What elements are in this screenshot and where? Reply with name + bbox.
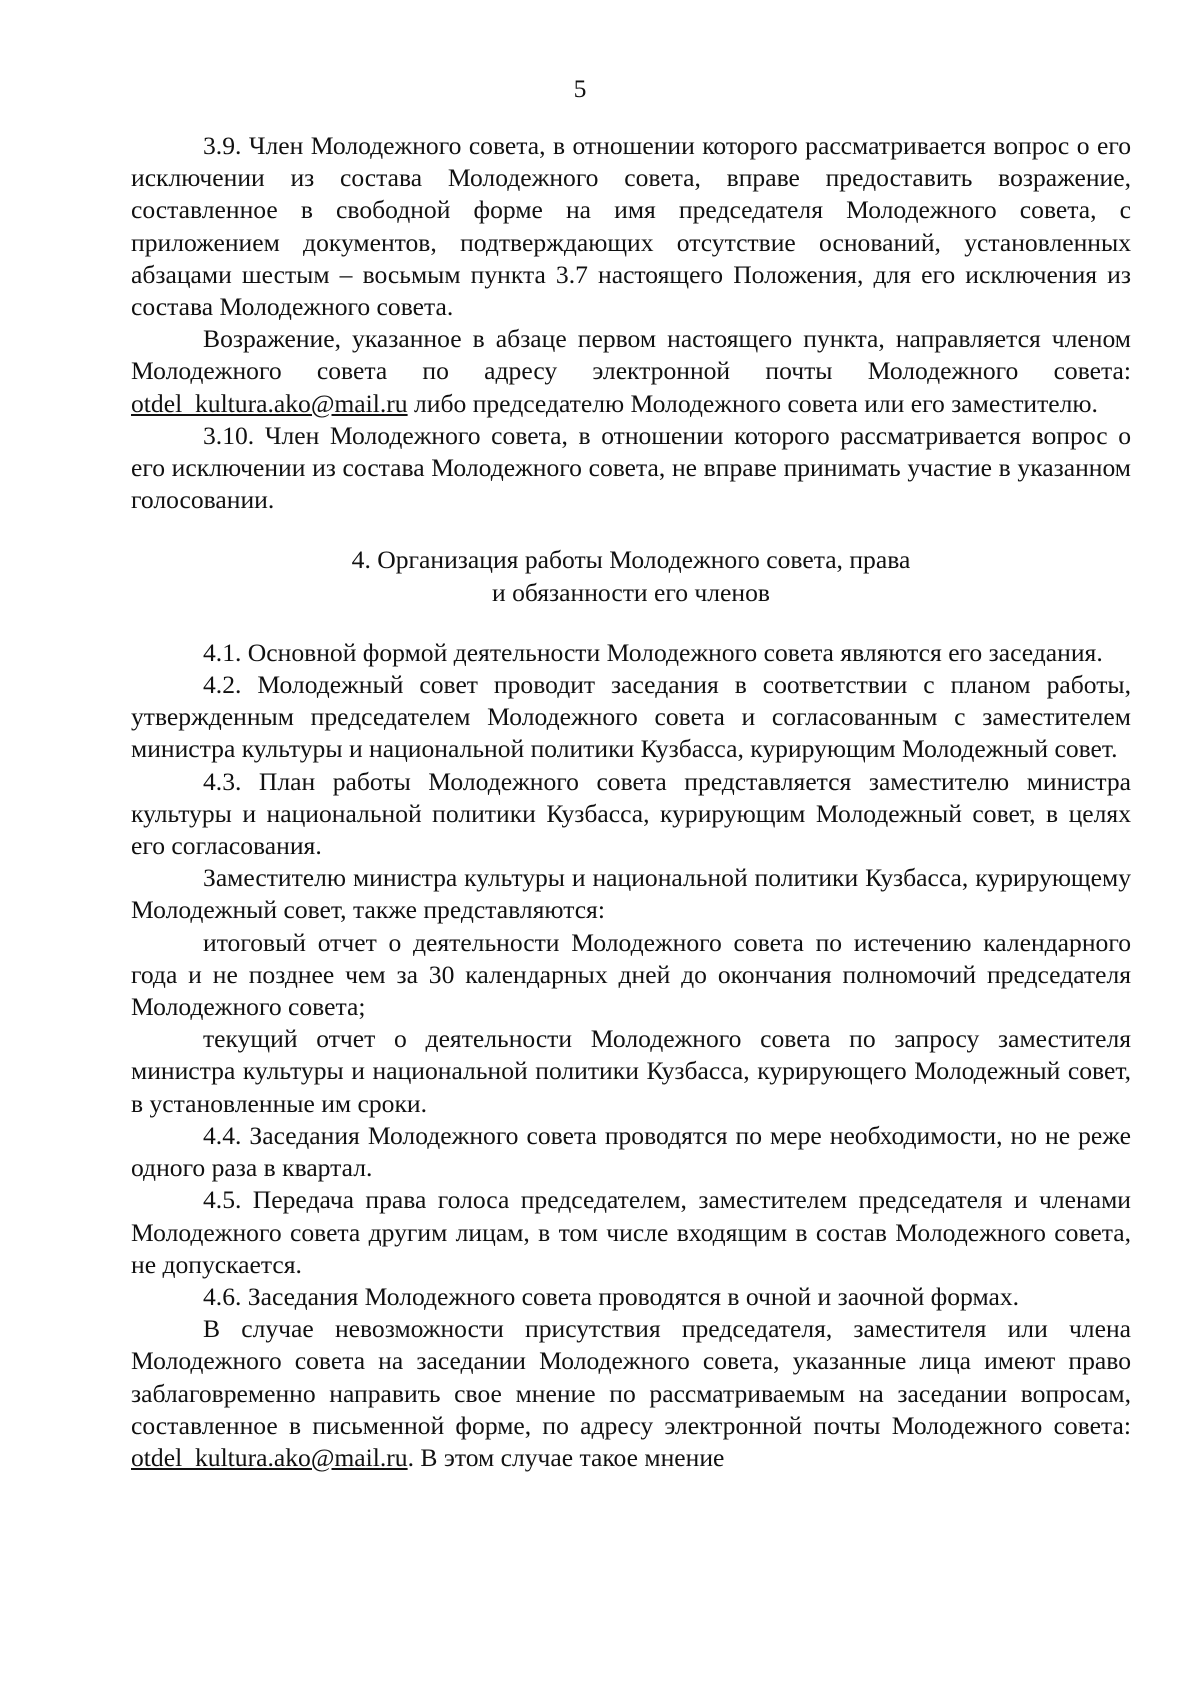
- email-link-2[interactable]: otdel_kultura.ako@mail.ru: [131, 1442, 408, 1472]
- document-body: [131, 130, 1131, 1474]
- paragraph-3-9-objection-text: Возражение, указанное в абзаце первом настоящего пункта, направляется членом Молодежного совета по адресу электронной почты Молодежного совета:: [131, 324, 1131, 386]
- page-number: 5: [573, 74, 587, 103]
- paragraph-4-3-c: итоговый отчет о деятельности Молодежного совета по истечению календарного года и не позднее чем за 30 календарных дней до окончания полномочий председателя Молодежного совета;: [131, 927, 1131, 1022]
- paragraph-4-6-b: [131, 1313, 1131, 1474]
- paragraph-3-10: 3.10. Член Молодежного совета, в отношении которого рассматривается вопрос о его исключении из состава Молодежного совета, не вправе принимать участие в указанном голосовании.: [131, 420, 1131, 515]
- section-heading-line-2: и обязанности его членов: [492, 577, 770, 607]
- section-heading-4: [131, 516, 1131, 636]
- paragraph-4-3-b: Заместителю министра культуры и национальной политики Кузбасса, курирующему Молодежный совет, также представляются:: [131, 863, 1131, 925]
- paragraph-4-3: 4.3. План работы Молодежного совета представляется заместителю министра культуры и национальной политики Кузбасса, курирующим Молодежный совет, в целях его согласования.: [131, 766, 1131, 861]
- paragraph-3-9: 3.9. Член Молодежного совета, в отношении которого рассматривается вопрос о его исключении из состава Молодежного совета, вправе предоставить возражение, составленное в свободной форме на имя председателя Молодежного совета, с приложением документов, подтверждающих отсутствие оснований, установленных абзацами шестым – восьмым пункта 3.7 настоящего Положения, для его исключения из состава Молодежного совета.: [131, 131, 1131, 322]
- paragraph-4-5: 4.5. Передача права голоса председателем, заместителем председателя и членами Молодежного совета другим лицам, в том числе входящим в состав Молодежного совета, не допускается.: [131, 1185, 1131, 1279]
- paragraph-4-2: 4.2. Молодежный совет проводит заседания в соответствии с планом работы, утвержденным председателем Молодежного совета и согласованным с заместителем министра культуры и национальной политики Кузбасса, курирующим Молодежный совет.: [131, 670, 1131, 764]
- paragraph-4-3-d: текущий отчет о деятельности Молодежного совета по запросу заместителя министра культуры и национальной политики Кузбасса, курирующего Молодежный совет, в установленные им сроки.: [131, 1024, 1131, 1118]
- paragraph-4-6: 4.6. Заседания Молодежного совета проводятся в очной и заочной формах.: [203, 1281, 1020, 1311]
- section-heading-line-1: 4. Организация работы Молодежного совета, права: [351, 545, 911, 575]
- paragraph-4-1: 4.1. Основной формой деятельности Молодежного совета являются его заседания.: [203, 637, 1103, 667]
- paragraph-4-6-b-text: В случае невозможности присутствия председателя, заместителя или члена Молодежного совета на заседании Молодежного совета, указанные лица имеют право заблаговременно направить свое мнение по рассматриваемым на заседании вопросам, составленное в письменной форме, по адресу электронной почты Молодежного совета:: [131, 1314, 1131, 1440]
- paragraph-3-9-objection: [131, 323, 1131, 420]
- paragraph-4-6-b-end: . В этом случае такое мнение: [407, 1442, 725, 1472]
- email-link[interactable]: otdel_kultura.ako@mail.ru: [131, 388, 408, 418]
- paragraph-4-4: 4.4. Заседания Молодежного совета проводятся по мере необходимости, но не реже одного раза в квартал.: [131, 1120, 1131, 1183]
- paragraph-3-9-objection-end: либо председателю Молодежного совета или его заместителю.: [407, 388, 1098, 418]
